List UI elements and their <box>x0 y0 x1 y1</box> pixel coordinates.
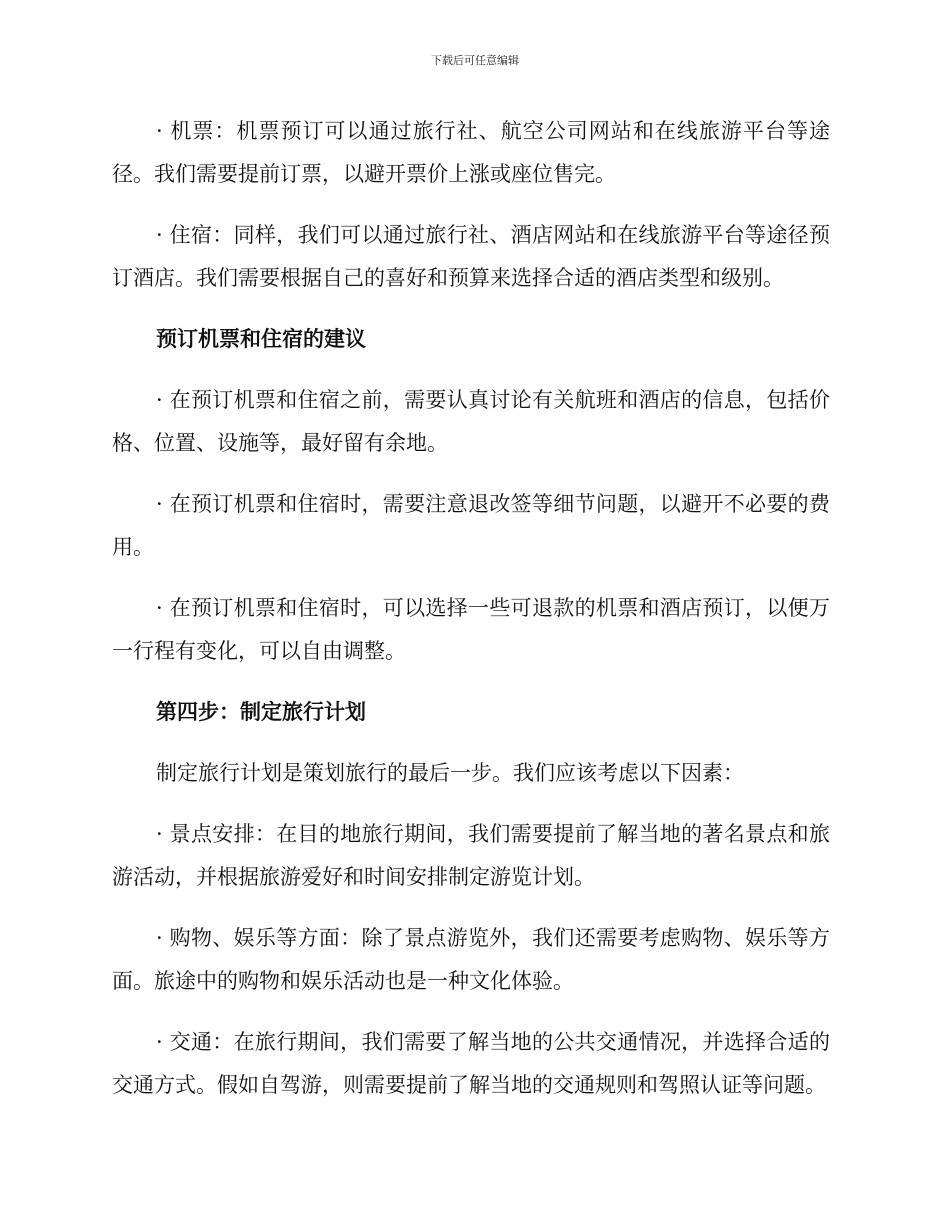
paragraph-advice-refund-change: · 在预订机票和住宿时，需要注意退改签等细节问题，以避开不必要的费用。 <box>112 492 830 559</box>
paragraph-flight-booking: · 机票：机票预订可以通过旅行社、航空公司网站和在线旅游平台等途径。我们需要提前订票，以避开票价上涨或座位售完。 <box>112 119 830 186</box>
paragraph-transportation: · 交通：在旅行期间，我们需要了解当地的公共交通情况，并选择合适的交通方式。假如自驾游，则需要提前了解当地的交通规则和驾照认证等问题。 <box>112 1030 830 1097</box>
section-heading-step-four: 第四步：制定旅行计划 <box>156 700 366 724</box>
section-heading-booking-advice: 预订机票和住宿的建议 <box>156 327 366 351</box>
paragraph-advice-discuss: · 在预订机票和住宿之前，需要认真讨论有关航班和酒店的信息，包括价格、位置、设施等，最好留有余地。 <box>112 388 830 455</box>
paragraph-shopping-entertainment: · 购物、娱乐等方面：除了景点游览外，我们还需要考虑购物、娱乐等方面。旅途中的购物和娱乐活动也是一种文化体验。 <box>112 926 830 993</box>
page-header: 下载后可任意编辑 <box>431 54 519 67</box>
paragraph-plan-intro: 制定旅行计划是策划旅行的最后一步。我们应该考虑以下因素： <box>156 761 744 785</box>
paragraph-attractions: · 景点安排：在目的地旅行期间，我们需要提前了解当地的著名景点和旅游活动，并根据旅游爱好和时间安排制定游览计划。 <box>112 822 830 889</box>
paragraph-accommodation: · 住宿：同样，我们可以通过旅行社、酒店网站和在线旅游平台等途径预订酒店。我们需要根据自己的喜好和预算来选择合适的酒店类型和级别。 <box>112 223 830 290</box>
document-body <box>112 110 830 1125</box>
paragraph-advice-refundable: · 在预订机票和住宿时，可以选择一些可退款的机票和酒店预订，以便万一行程有变化，可以自由调整。 <box>112 596 830 663</box>
